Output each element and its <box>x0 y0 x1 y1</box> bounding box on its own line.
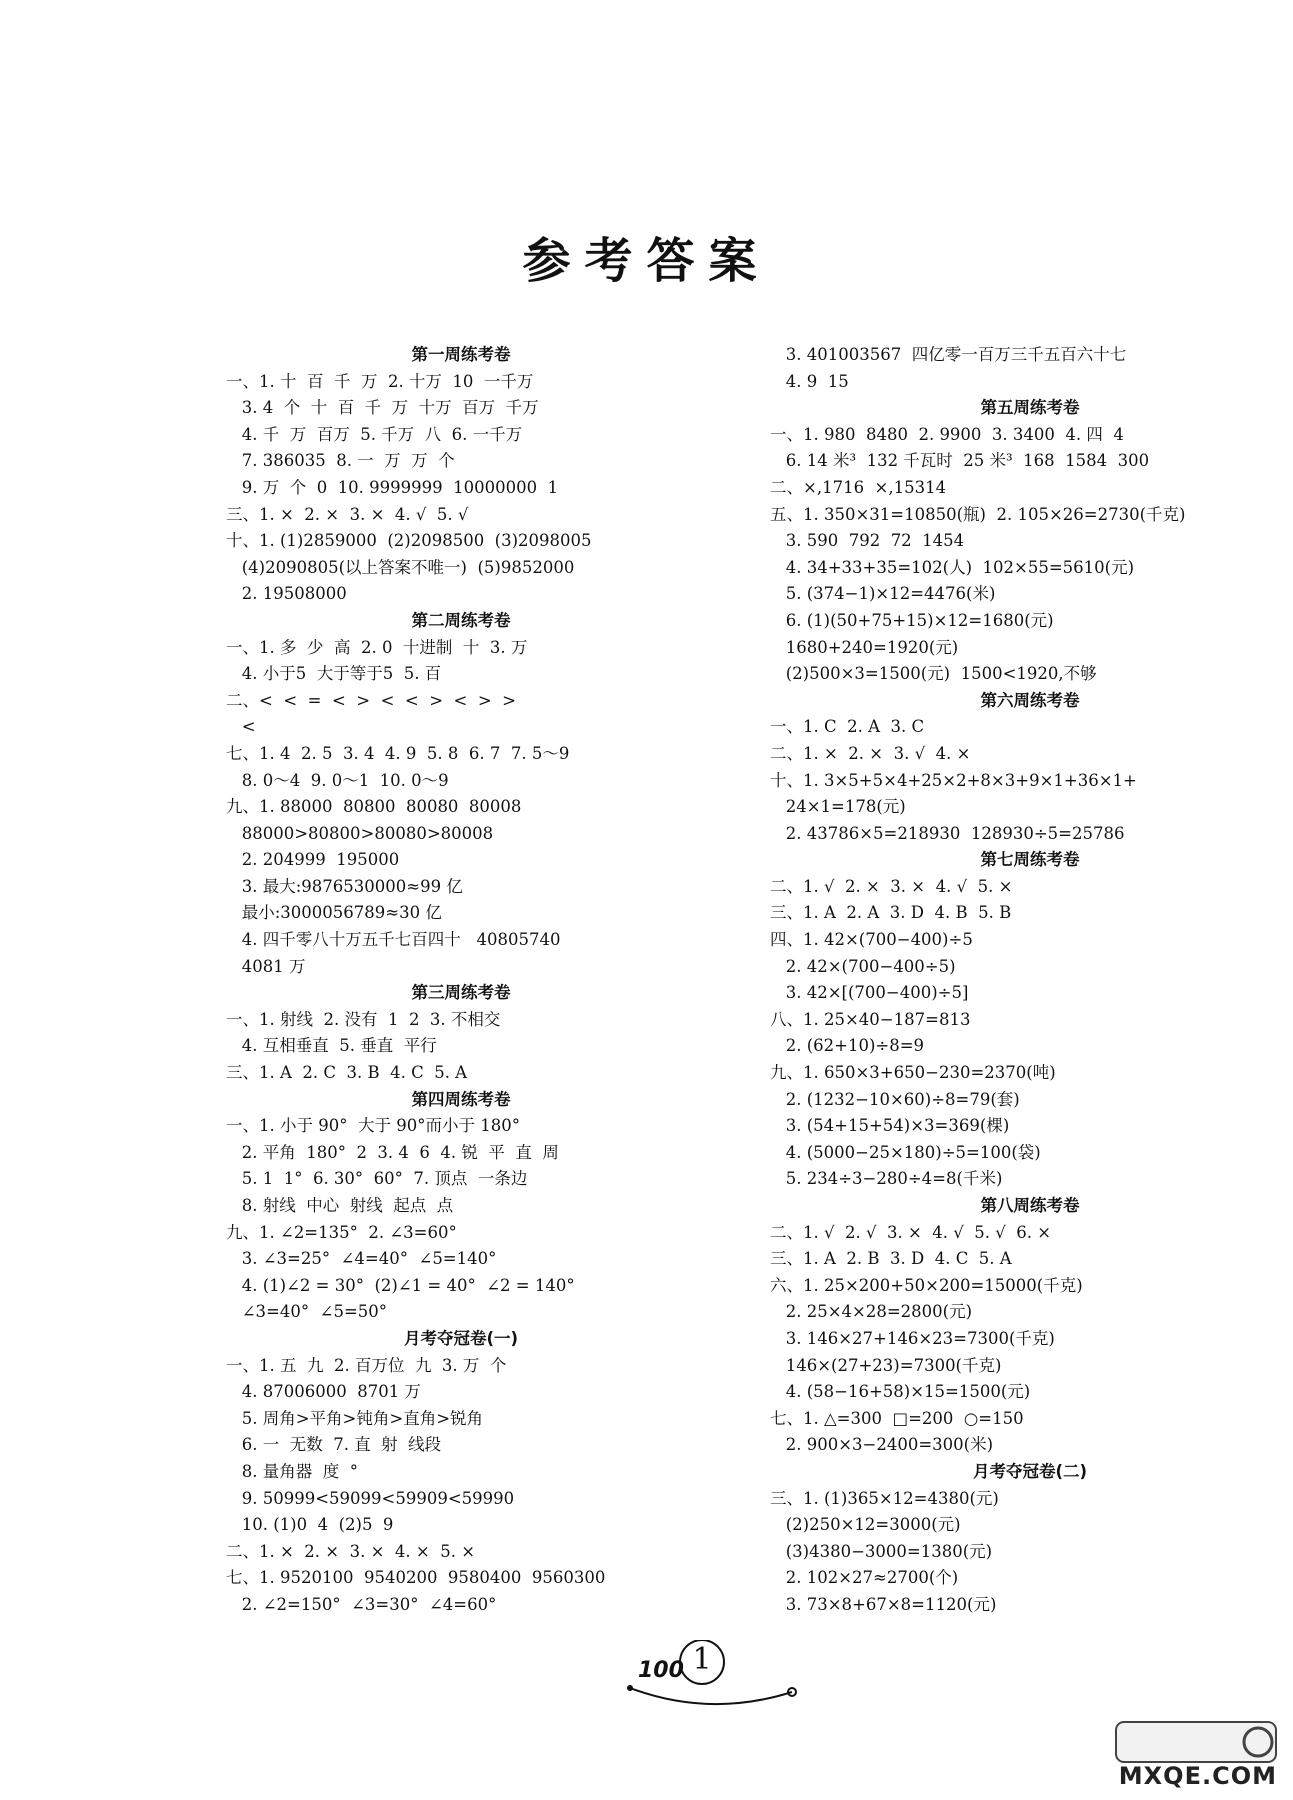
answer-line: 一、1. 五 九 2. 百万位 九 3. 万 个 <box>226 1355 507 1375</box>
answer-line: 四、1. 42×(700−400)÷5 <box>770 930 973 950</box>
answer-line: 二、1. × 2. × 3. √ 4. × <box>770 743 971 763</box>
answer-line: 2. 204999 195000 <box>226 850 400 870</box>
answer-line: 九、1. 88000 80800 80080 80008 <box>226 797 522 817</box>
answer-line: 3. 590 792 72 1454 <box>770 531 965 551</box>
answer-line: 2. 102×27≈2700(个) <box>770 1568 959 1588</box>
answer-line: 4081 万 <box>226 956 306 976</box>
answer-line: 二、1. √ 2. √ 3. × 4. √ 5. √ 6. × <box>770 1222 1052 1242</box>
answer-line: 7. 386035 8. 一 万 万 个 <box>226 451 455 471</box>
answer-line: 8. 射线 中心 射线 起点 点 <box>226 1196 454 1215</box>
answer-line: 10. (1)0 4 (2)5 9 <box>226 1515 394 1535</box>
answer-line: 最小:3000056789≈30 亿 <box>226 903 442 923</box>
watermark-text: MXQE.COM <box>1118 1762 1277 1790</box>
answer-line: 4. (5000−25×180)÷5=100(袋) <box>770 1142 1041 1162</box>
answer-line: 二、< < = < > < < > < > > <box>226 690 516 710</box>
answer-line: 9. 万 个 0 10. 9999999 10000000 1 <box>226 477 559 497</box>
answer-line: 3. 73×8+67×8=1120(元) <box>770 1594 997 1614</box>
answer-line: 五、1. 350×31=10850(瓶) 2. 105×26=2730(千克) <box>770 504 1186 524</box>
answer-line: 6. (1)(50+75+15)×12=1680(元) <box>770 610 1054 630</box>
answer-line: 5. 周角>平角>钝角>直角>锐角 <box>226 1408 484 1428</box>
answer-line: 二、1. √ 2. × 3. × 4. √ 5. × <box>770 876 1013 896</box>
answer-line: 4. (58−16+58)×15=1500(元) <box>770 1382 1031 1402</box>
answer-line: 一、1. 十 百 千 万 2. 十万 10 一千万 <box>226 371 534 391</box>
answer-line: 七、1. 9520100 9540200 9580400 9560300 <box>226 1568 606 1588</box>
answer-line: 七、1. △=300 □=200 ○=150 <box>770 1408 1024 1428</box>
answer-line: 4. 9 15 <box>770 371 849 391</box>
answer-line: 4. (1)∠2 = 30° (2)∠1 = 40° ∠2 = 140° <box>226 1275 575 1295</box>
answer-line: (2)250×12=3000(元) <box>770 1515 961 1535</box>
section-heading: 第三周练考卷 <box>411 983 511 1003</box>
answer-line: (3)4380−3000=1380(元) <box>770 1541 993 1561</box>
answer-line: 24×1=178(元) <box>770 797 906 817</box>
answer-column-left <box>226 342 686 1619</box>
answer-line: 4. 四千零八十万五千七百四十 40805740 <box>226 930 561 950</box>
answer-line: 八、1. 25×40−187=813 <box>770 1009 971 1029</box>
page-number: 1 <box>692 1642 712 1677</box>
section-heading: 第六周练考卷 <box>980 690 1080 710</box>
answer-line: 2. (62+10)÷8=9 <box>770 1036 925 1056</box>
answer-line: 二、1. × 2. × 3. × 4. × 5. × <box>226 1541 476 1561</box>
section-heading: 月考夺冠卷(二) <box>972 1461 1088 1481</box>
answer-line: 七、1. 4 2. 5 3. 4 4. 9 5. 8 6. 7 7. 5～9 <box>226 743 570 763</box>
page-title: 参考答案 <box>522 233 771 289</box>
answer-line: 2. 42×(700−400÷5) <box>770 956 956 976</box>
answer-line: 3. 最大:9876530000≈99 亿 <box>226 876 463 896</box>
section-heading: 第四周练考卷 <box>411 1089 511 1109</box>
answer-line: 3. 146×27+146×23=7300(千克) <box>770 1328 1055 1348</box>
answer-line: 一、1. C 2. A 3. C <box>770 717 925 737</box>
answer-line: 三、1. A 2. A 3. D 4. B 5. B <box>770 903 1012 923</box>
answer-line: 8. 0～4 9. 0～1 10. 0～9 <box>226 770 449 790</box>
answer-line: 4. 千 万 百万 5. 千万 八 6. 一千万 <box>226 424 523 444</box>
answer-line: 三、1. A 2. C 3. B 4. C 5. A <box>226 1063 468 1083</box>
answer-line: 二、×,1716 ×,15314 <box>770 477 947 497</box>
answer-line: 一、1. 多 少 高 2. 0 十进制 十 3. 万 <box>226 637 528 657</box>
section-heading: 月考夺冠卷(一) <box>403 1328 519 1348</box>
answer-line: 9. 50999<59099<59909<59990 <box>226 1488 515 1508</box>
answer-line: 3. 42×[(700−400)÷5] <box>770 983 969 1003</box>
answer-line: 6. 14 米³ 132 千瓦时 25 米³ 168 1584 300 <box>770 451 1150 471</box>
answer-line: 2. 43786×5=218930 128930÷5=25786 <box>770 823 1125 843</box>
answer-line: 8. 量角器 度 ° <box>226 1461 358 1481</box>
answer-line: 九、1. 650×3+650−230=2370(吨) <box>770 1063 1056 1083</box>
answer-line: ∠3=40° ∠5=50° <box>226 1302 388 1322</box>
answer-line: 2. 平角 180° 2 3. 4 6 4. 锐 平 直 周 <box>226 1142 559 1162</box>
answer-line: 一、1. 980 8480 2. 9900 3. 3400 4. 四 4 <box>770 424 1124 444</box>
answer-line: 三、1. × 2. × 3. × 4. √ 5. √ <box>226 504 469 524</box>
answer-line: 2. (1232−10×60)÷8=79(套) <box>770 1089 1020 1109</box>
site-watermark <box>1108 1716 1283 1796</box>
answer-line: 一、1. 小于 90° 大于 90°而小于 180° <box>226 1116 520 1136</box>
answer-line: 一、1. 射线 2. 没有 1 2 3. 不相交 <box>226 1009 501 1029</box>
answer-line: 3. 4 个 十 百 千 万 十万 百万 千万 <box>226 398 539 418</box>
answer-column-right <box>770 342 1250 1619</box>
answer-line: 3. ∠3=25° ∠4=40° ∠5=140° <box>226 1249 497 1269</box>
answer-line: 4. 34+33+35=102(人) 102×55=5610(元) <box>770 557 1135 577</box>
answer-line: 5. 1 1° 6. 30° 60° 7. 顶点 一条边 <box>226 1169 528 1189</box>
answer-line: 九、1. ∠2=135° 2. ∠3=60° <box>226 1222 457 1242</box>
section-heading: 第一周练考卷 <box>411 345 511 364</box>
answer-line: 十、1. (1)2859000 (2)2098500 (3)2098005 <box>226 531 592 551</box>
footer-logo: 100 <box>638 1658 684 1683</box>
answer-line: < <box>226 717 256 737</box>
answer-line: 六、1. 25×200+50×200=15000(千克) <box>770 1275 1083 1295</box>
section-heading: 第七周练考卷 <box>980 850 1080 870</box>
answer-line: 3. (54+15+54)×3=369(棵) <box>770 1116 1010 1136</box>
answer-line: (4)2090805(以上答案不唯一) (5)9852000 <box>226 557 575 577</box>
answer-line: 2. 900×3−2400=300(米) <box>770 1435 994 1455</box>
answer-line: 2. 19508000 <box>226 584 347 604</box>
answer-line: 三、1. A 2. B 3. D 4. C 5. A <box>770 1249 1012 1269</box>
answer-line: 5. (374−1)×12=4476(米) <box>770 584 996 604</box>
section-heading: 第八周练考卷 <box>980 1196 1080 1215</box>
answer-line: 4. 互相垂直 5. 垂直 平行 <box>226 1036 437 1056</box>
answer-line: 6. 一 无数 7. 直 射 线段 <box>226 1435 442 1455</box>
answer-line: 2. ∠2=150° ∠3=30° ∠4=60° <box>226 1594 497 1614</box>
answer-line: 146×(27+23)=7300(千克) <box>770 1355 1002 1375</box>
answer-line: 5. 234÷3−280÷4=8(千米) <box>770 1169 1003 1189</box>
section-heading: 第五周练考卷 <box>980 398 1080 418</box>
page-footer <box>620 1640 800 1720</box>
answer-line: 三、1. (1)365×12=4380(元) <box>770 1488 999 1508</box>
answer-line: 4. 小于5 大于等于5 5. 百 <box>226 664 442 684</box>
answer-line: (2)500×3=1500(元) 1500<1920,不够 <box>770 664 1097 684</box>
answer-line: 4. 87006000 8701 万 <box>226 1382 421 1402</box>
answer-line: 88000>80800>80080>80008 <box>226 823 494 843</box>
section-heading: 第二周练考卷 <box>411 610 511 630</box>
answer-line: 十、1. 3×5+5×4+25×2+8×3+9×1+36×1+ <box>770 770 1137 790</box>
answer-line: 3. 401003567 四亿零一百万三千五百六十七 <box>770 345 1127 364</box>
answer-line: 1680+240=1920(元) <box>770 637 959 657</box>
answer-line: 2. 25×4×28=2800(元) <box>770 1302 973 1322</box>
